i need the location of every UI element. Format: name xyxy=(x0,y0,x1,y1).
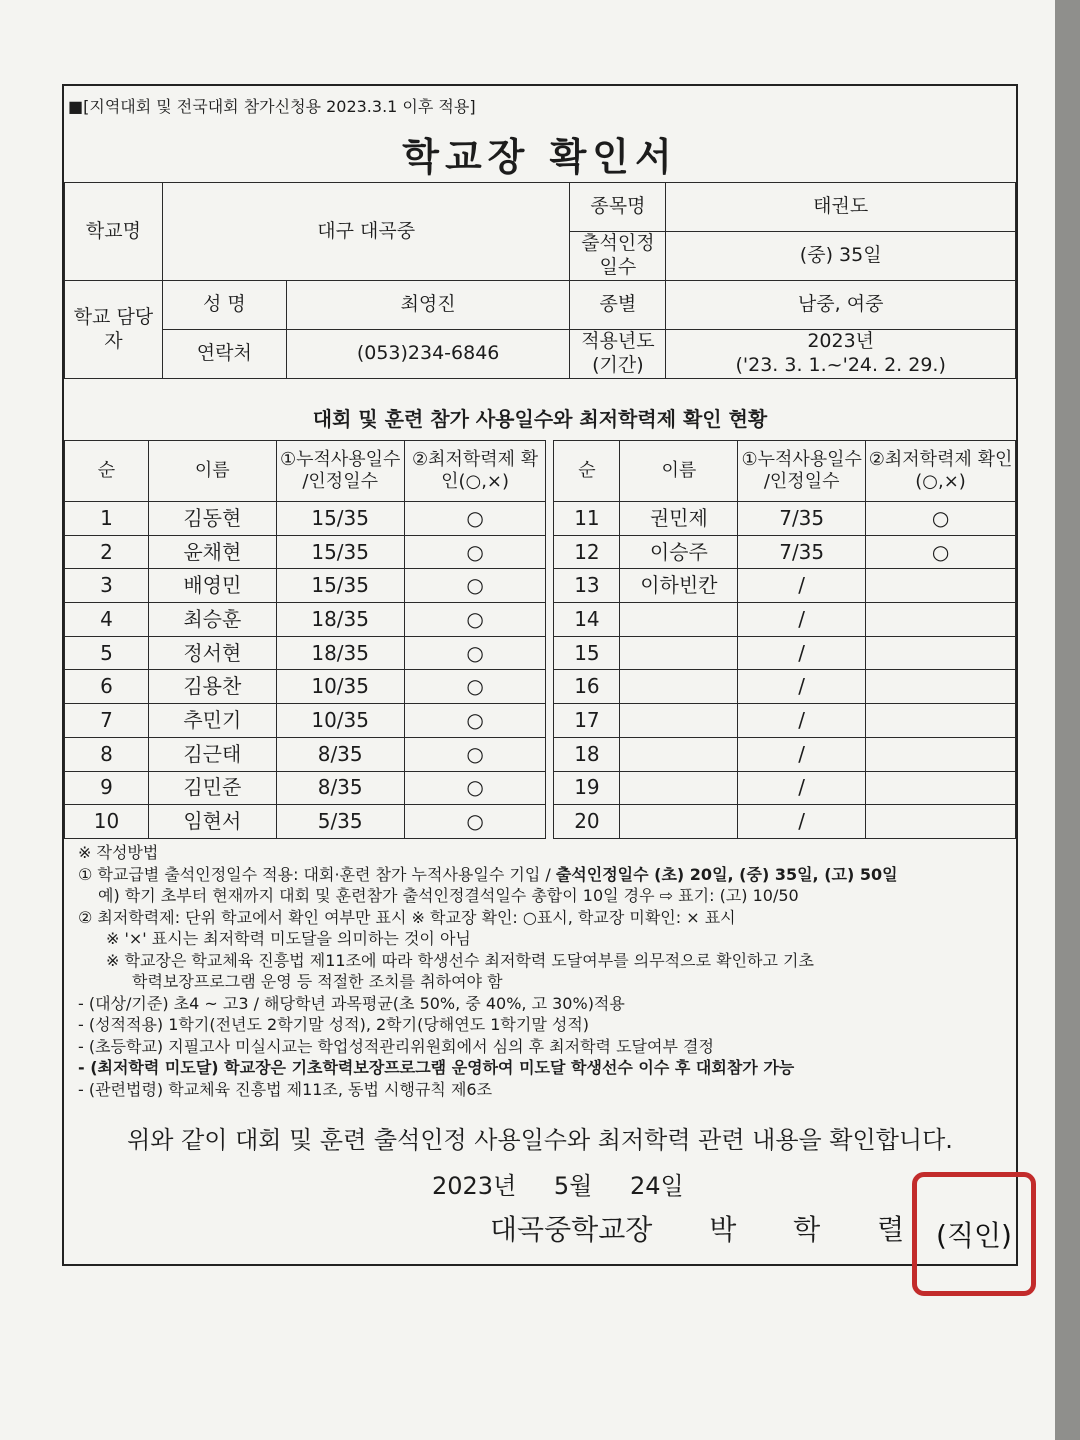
column-gap xyxy=(546,603,554,637)
cell-days: / xyxy=(738,670,866,704)
cell-no: 7 xyxy=(65,704,149,738)
cell-name: 배영민 xyxy=(148,569,276,603)
instruction-line: - (성적적용) 1학기(전년도 2학기말 성적), 2학기(당해연도 1학기말 성적) xyxy=(78,1015,590,1034)
official-seal xyxy=(912,1172,1036,1296)
column-gap xyxy=(546,771,554,805)
cell-days: / xyxy=(738,771,866,805)
apply-year-label: 적용년도 (기간) xyxy=(570,330,666,379)
cell-name xyxy=(620,603,738,637)
header-name-left: 이름 xyxy=(148,441,276,502)
signer-line xyxy=(490,1208,904,1248)
cell-days: 8/35 xyxy=(276,737,404,771)
cell-days: 10/35 xyxy=(276,704,404,738)
column-gap xyxy=(546,502,554,536)
instruction-line: - (최저학력 미도달) 학교장은 기초학력보장프로그램 운영하여 미도달 학생선수 이수 후 대회참가 가능 xyxy=(78,1058,795,1077)
instructions xyxy=(78,842,1014,1100)
cell-check: ○ xyxy=(404,502,546,536)
cell-days: / xyxy=(738,636,866,670)
cell-no: 5 xyxy=(65,636,149,670)
cell-no: 3 xyxy=(65,569,149,603)
instruction-line: - (초등학교) 지필고사 미실시교는 학업성적관리위원회에서 심의 후 최저학력 도달여부 결정 xyxy=(78,1036,714,1056)
header-no-right: 순 xyxy=(554,441,620,502)
table-row xyxy=(65,535,1016,569)
cell-no: 1 xyxy=(65,502,149,536)
header-check-right: ②최저학력제 확인(○,×) xyxy=(866,441,1016,502)
instruction-line: ※ '×' 표시는 최저학력 미도달을 의미하는 것이 아님 xyxy=(106,929,471,948)
form-notice: ■[지역대회 및 전국대회 참가신청용 2023.3.1 이후 적용] xyxy=(68,97,476,116)
manager-label: 학교 담당자 xyxy=(65,281,163,379)
cell-days: / xyxy=(738,704,866,738)
issue-date: 2023년 5월 24일 xyxy=(432,1172,684,1200)
table-row xyxy=(65,636,1016,670)
cell-name xyxy=(620,771,738,805)
cell-check: ○ xyxy=(404,636,546,670)
cell-no: 8 xyxy=(65,737,149,771)
instruction-line: 예) 학기 초부터 현재까지 대회 및 훈련참가 출석인정결석일수 총합이 10일 경우 ⇨ 표기: (고) 10/50 xyxy=(98,886,799,905)
cell-no: 19 xyxy=(554,771,620,805)
cell-no: 13 xyxy=(554,569,620,603)
school-name-label: 학교명 xyxy=(65,183,163,281)
cell-days: / xyxy=(738,603,866,637)
table-row xyxy=(65,502,1016,536)
attendance-days-value: (중) 35일 xyxy=(666,232,1016,281)
cell-no: 4 xyxy=(65,603,149,637)
cell-days: 8/35 xyxy=(276,771,404,805)
cell-check xyxy=(866,805,1016,839)
cell-no: 17 xyxy=(554,704,620,738)
cell-days: 18/35 xyxy=(276,636,404,670)
school-name-value: 대구 대곡중 xyxy=(162,183,570,281)
apply-year-cell xyxy=(666,330,1016,379)
cell-check: ○ xyxy=(404,569,546,603)
athlete-rows xyxy=(65,502,1016,839)
signer-title: 대곡중학교장 xyxy=(490,1213,653,1246)
athlete-status-table xyxy=(64,440,1016,839)
school-info-table xyxy=(64,182,1016,379)
apply-period-value: ('23. 3. 1.~'24. 2. 29.) xyxy=(735,354,946,376)
table-row xyxy=(65,603,1016,637)
cell-name xyxy=(620,805,738,839)
cell-name xyxy=(620,737,738,771)
cell-name: 이하빈칸 xyxy=(620,569,738,603)
cell-check xyxy=(866,569,1016,603)
table-row xyxy=(65,805,1016,839)
cell-name: 이승주 xyxy=(620,535,738,569)
header-days-right: ①누적사용일수 /인정일수 xyxy=(738,441,866,502)
cell-days: 15/35 xyxy=(276,502,404,536)
cell-check xyxy=(866,737,1016,771)
header-no-left: 순 xyxy=(65,441,149,502)
cell-days: 10/35 xyxy=(276,670,404,704)
cell-no: 15 xyxy=(554,636,620,670)
cell-name xyxy=(620,704,738,738)
cell-days: 15/35 xyxy=(276,569,404,603)
table-row xyxy=(65,704,1016,738)
cell-name: 김근태 xyxy=(148,737,276,771)
table-row xyxy=(65,771,1016,805)
cell-check xyxy=(866,771,1016,805)
instruction-line: 학력보장프로그램 운영 등 적절한 조치를 취하여야 함 xyxy=(132,972,503,991)
apply-year-value: 2023년 xyxy=(807,330,875,353)
cell-check: ○ xyxy=(404,771,546,805)
cell-no: 20 xyxy=(554,805,620,839)
instruction-line: - (대상/기준) 초4 ~ 고3 / 해당학년 과목평균(초 50%, 중 40%, 고 30%)적용 xyxy=(78,993,625,1013)
cell-name: 임현서 xyxy=(148,805,276,839)
cell-days: 7/35 xyxy=(738,502,866,536)
confirmation-statement: 위와 같이 대회 및 훈련 출석인정 사용일수와 최저학력 관련 내용을 확인합니다. xyxy=(127,1126,953,1154)
header-check-left: ②최저학력제 확인(○,×) xyxy=(404,441,546,502)
document-title: 학교장 확인서 xyxy=(402,135,678,179)
manager-name-label: 성 명 xyxy=(162,281,286,330)
event-label: 종목명 xyxy=(570,183,666,232)
cell-days: 7/35 xyxy=(738,535,866,569)
cell-name: 정서현 xyxy=(148,636,276,670)
column-gap xyxy=(546,805,554,839)
table-row xyxy=(65,670,1016,704)
cell-no: 12 xyxy=(554,535,620,569)
category-value: 남중, 여중 xyxy=(666,281,1016,330)
column-gap xyxy=(546,704,554,738)
header-name-right: 이름 xyxy=(620,441,738,502)
cell-name: 추민기 xyxy=(148,704,276,738)
instruction-bold-text: 출석인정일수 (초) 20일, (중) 35일, (고) 50일 xyxy=(555,864,898,884)
cell-check: ○ xyxy=(404,535,546,569)
cell-check xyxy=(866,670,1016,704)
cell-check: ○ xyxy=(866,535,1016,569)
cell-name: 김민준 xyxy=(148,771,276,805)
cell-days: 15/35 xyxy=(276,535,404,569)
cell-days: 18/35 xyxy=(276,603,404,637)
cell-days: / xyxy=(738,805,866,839)
manager-name-value: 최영진 xyxy=(286,281,570,330)
instruction-line xyxy=(78,864,1014,886)
cell-name xyxy=(620,636,738,670)
signer-name: 박 학 렬 xyxy=(709,1213,905,1246)
cell-check xyxy=(866,603,1016,637)
cell-name: 김용찬 xyxy=(148,670,276,704)
instruction-line: ② 최저학력제: 단위 학교에서 확인 여부만 표시 ※ 학교장 확인: ○표시, 학교장 미확인: × 표시 xyxy=(78,907,736,927)
header-days-left: ①누적사용일수 /인정일수 xyxy=(276,441,404,502)
cell-no: 18 xyxy=(554,737,620,771)
instruction-line: ※ 학교장은 학교체육 진흥법 제11조에 따라 학생선수 최저학력 도달여부를 의무적으로 확인하고 기초 xyxy=(106,950,814,970)
column-gap xyxy=(546,737,554,771)
table-row xyxy=(65,569,1016,603)
column-gap xyxy=(546,670,554,704)
cell-no: 14 xyxy=(554,603,620,637)
cell-check: ○ xyxy=(404,670,546,704)
cell-name: 최승훈 xyxy=(148,603,276,637)
certificate-form xyxy=(62,84,1018,1266)
cell-no: 6 xyxy=(65,670,149,704)
column-gap xyxy=(546,569,554,603)
seal-label: (직인) xyxy=(936,1214,1012,1254)
section-title: 대회 및 훈련 참가 사용일수와 최저학력제 확인 현황 xyxy=(312,407,768,431)
cell-no: 2 xyxy=(65,535,149,569)
instruction-text: ① 학교급별 출석인정일수 적용: 대회·훈련 참가 누적사용일수 기입 / xyxy=(78,864,556,884)
cell-check: ○ xyxy=(866,502,1016,536)
cell-name: 권민제 xyxy=(620,502,738,536)
column-gap xyxy=(546,535,554,569)
cell-check xyxy=(866,704,1016,738)
event-value: 태권도 xyxy=(666,183,1016,232)
cell-days: 5/35 xyxy=(276,805,404,839)
cell-no: 16 xyxy=(554,670,620,704)
table-row xyxy=(65,737,1016,771)
cell-check: ○ xyxy=(404,737,546,771)
cell-name xyxy=(620,670,738,704)
cell-days: / xyxy=(738,737,866,771)
cell-check: ○ xyxy=(404,603,546,637)
cell-days: / xyxy=(738,569,866,603)
instruction-line: - (관련법령) 학교체육 진흥법 제11조, 동법 시행규칙 제6조 xyxy=(78,1079,493,1099)
cell-name: 윤채현 xyxy=(148,535,276,569)
cell-check: ○ xyxy=(404,805,546,839)
cell-name: 김동현 xyxy=(148,502,276,536)
contact-value: (053)234-6846 xyxy=(286,330,570,379)
contact-label: 연락처 xyxy=(162,330,286,379)
column-gap xyxy=(546,636,554,670)
cell-check: ○ xyxy=(404,704,546,738)
attendance-days-label: 출석인정 일수 xyxy=(570,232,666,281)
cell-check xyxy=(866,636,1016,670)
instructions-heading: ※ 작성방법 xyxy=(78,843,159,862)
cell-no: 10 xyxy=(65,805,149,839)
category-label: 종별 xyxy=(570,281,666,330)
cell-no: 9 xyxy=(65,771,149,805)
column-gap xyxy=(546,441,554,502)
cell-no: 11 xyxy=(554,502,620,536)
